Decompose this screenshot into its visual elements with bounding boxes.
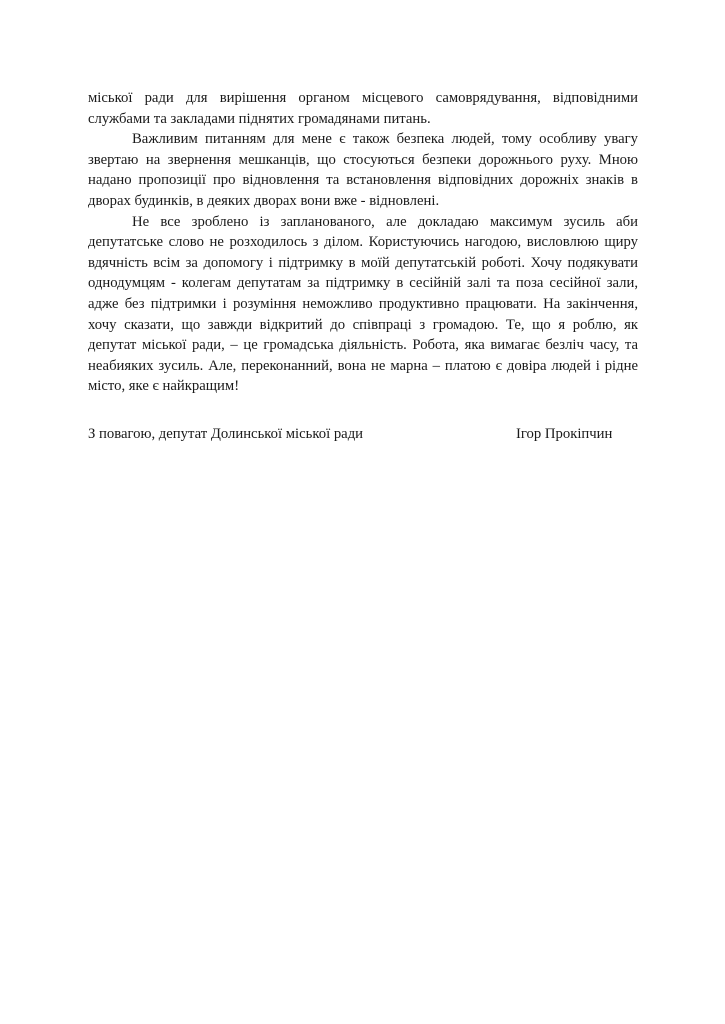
signature-name: Ігор Прокіпчин xyxy=(516,426,613,442)
letter-body xyxy=(88,88,638,397)
paragraph-road-safety: Важливим питанням для мене є також безпека людей, тому особливу увагу звертаю на звернення мешканців, що стосуються безпеки дорожнього руху. Мною надано пропозиції про відновлення та встановлення відповідних дорожніх знаків в дворах будинків, в деяких дворах вони вже - відновлені. xyxy=(88,131,638,209)
paragraph-closing-remarks: Не все зроблено із запланованого, але докладаю максимум зусиль аби депутатське слово не розходилось з ділом. Користуючись нагодою, висловлюю щиру вдячність всім за допомогу і підтримку в моїй депутатській роботі. Хочу подякувати однодумцям - колегам депутатам за підтримку в сесійній залі та поза сесійної зали, адже без підтримки і розуміння неможливо продуктивно працювати. На закінчення, хочу сказати, що завжди відкритий до співпраці з громадою. Те, що я роблю, як депутат міської ради, – це громадська діяльність. Робота, яка вимагає безліч часу, та неабияких зусиль. Але, переконанний, вона не марна – платою є довіра людей і рідне місто, яке є найкращим! xyxy=(88,213,638,395)
paragraph-continuation: міської ради для вирішення органом місцевого самоврядування, відповідними службами та закладами піднятих громадянами питань. xyxy=(88,90,638,127)
signature-closing: З повагою, депутат Долинської міської ради xyxy=(88,426,364,442)
